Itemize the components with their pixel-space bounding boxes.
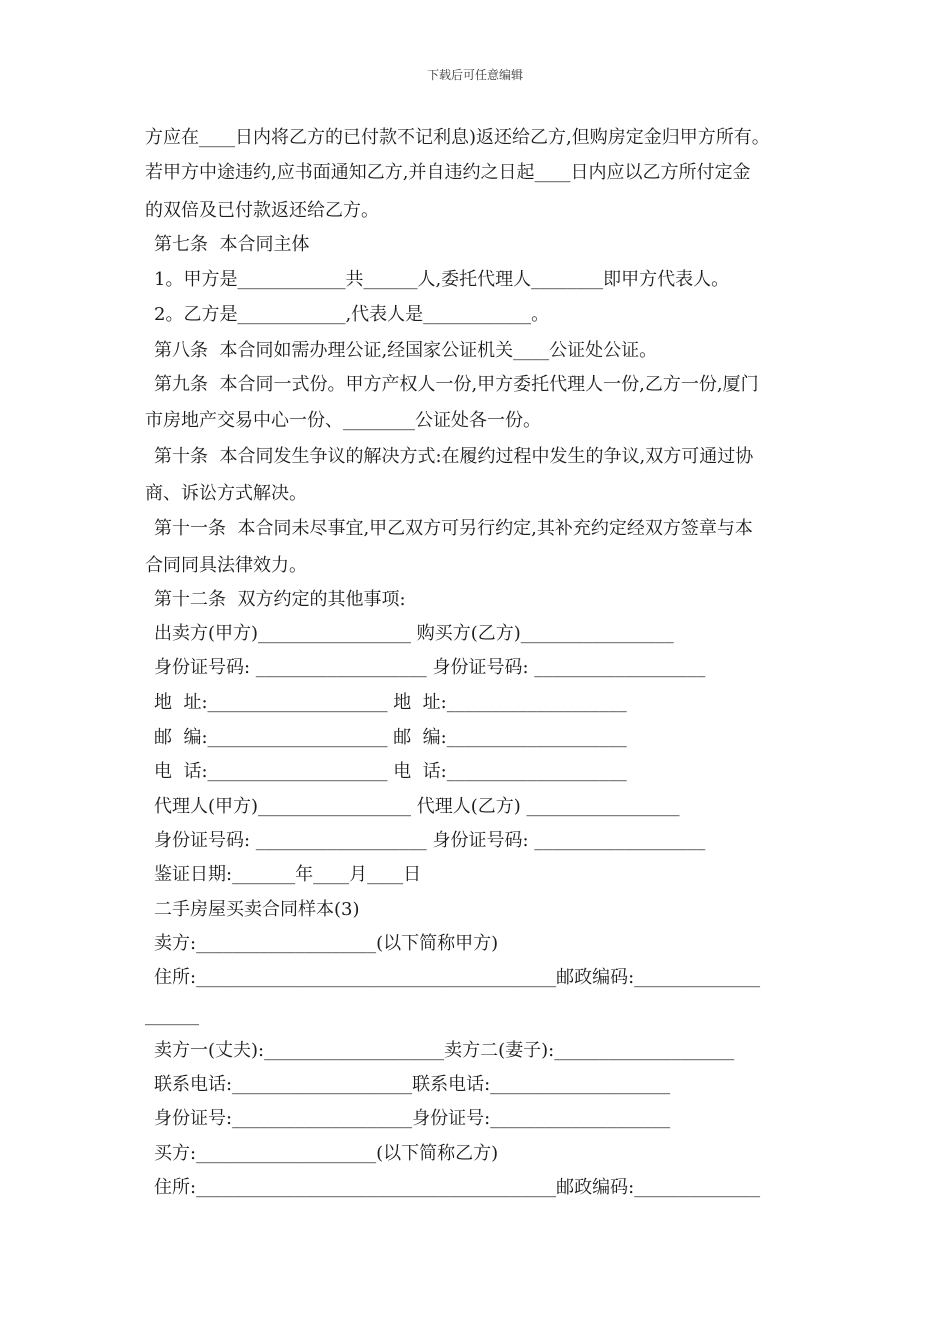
text-line: 商、诉讼方式解决。 [145, 483, 307, 504]
text-line: 市房地产交易中心一份、________公证处各一份。 [145, 410, 541, 431]
form-line: 地 址:____________________ 地 址:____________________ [154, 692, 627, 713]
form-line: 卖方一(丈夫):____________________卖方二(妻子):____________________ [154, 1040, 735, 1061]
form-line: 住所:________________________________________邮政编码:______________ [154, 1177, 761, 1198]
text-line: 的双倍及已付款返还给乙方。 [145, 200, 379, 221]
form-line: 卖方:____________________(以下简称甲方) [154, 933, 499, 954]
text-line: 第八条 本合同如需办理公证,经国家公证机关____公证处公证。 [154, 340, 658, 361]
text-line: 若甲方中途违约,应书面通知乙方,并自违约之日起____日内应以乙方所付定金 [145, 162, 751, 183]
form-line: ______ [145, 1005, 199, 1026]
text-line: 第十二条 双方约定的其他事项: [154, 589, 406, 610]
form-line: 出卖方(甲方)_________________ 购买方(乙方)_________________ [154, 623, 674, 644]
text-line: 合同同具法律效力。 [145, 555, 307, 576]
article-heading: 第七条 本合同主体 [154, 234, 310, 255]
text-line: 第十一条 本合同未尽事宜,甲乙双方可另行约定,其补充约定经双方签章与本 [154, 518, 753, 539]
form-line: 代理人(甲方)_________________ 代理人(乙方) _________________ [154, 796, 680, 817]
form-line: 联系电话:____________________联系电话:____________________ [154, 1074, 671, 1095]
form-line: 住所:________________________________________邮政编码:______________ [154, 967, 761, 988]
form-line: 鉴证日期:_______年____月____日 [154, 864, 422, 885]
form-line: 电 话:____________________ 电 话:____________________ [154, 761, 627, 782]
form-line: 买方:____________________(以下简称乙方) [154, 1143, 499, 1164]
text-line: 方应在____日内将乙方的已付款不记利息)返还给乙方,但购房定金归甲方所有。 [145, 127, 770, 148]
text-line: 1。甲方是____________共______人,委托代理人________即甲方代表人。 [154, 269, 730, 290]
page-header: 下载后可任意编辑 [426, 68, 523, 82]
form-line: 邮 编:____________________ 邮 编:____________________ [154, 727, 627, 748]
section-title: 二手房屋买卖合同样本(3) [154, 899, 360, 920]
form-line: 身份证号:____________________身份证号:____________________ [154, 1108, 671, 1129]
text-line: 第十条 本合同发生争议的解决方式:在履约过程中发生的争议,双方可通过协 [154, 446, 754, 467]
text-line: 2。乙方是____________,代表人是____________。 [154, 304, 550, 325]
form-line: 身份证号码: ___________________ 身份证号码: ___________________ [154, 830, 706, 851]
form-line: 身份证号码: ___________________ 身份证号码: ___________________ [154, 657, 706, 678]
text-line: 第九条 本合同一式份。甲方产权人一份,甲方委托代理人一份,乙方一份,厦门 [154, 374, 759, 395]
